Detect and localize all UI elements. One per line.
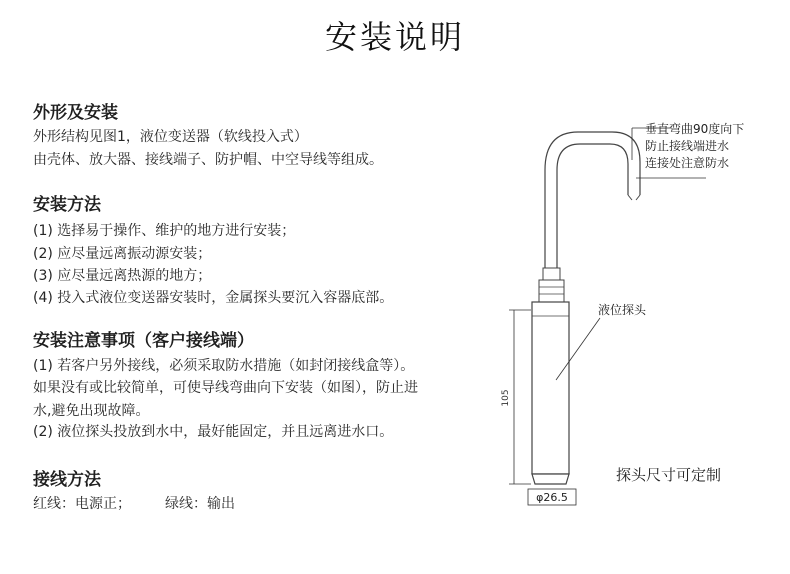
install-step-4: (4) 投入式液位变送器安装时，金属探头要沉入容器底部。 <box>33 290 394 306</box>
note-bend-down: 垂直弯曲90度向下 <box>645 122 745 136</box>
appearance-line-1: 外形结构见图1，液位变送器（软线投入式） <box>33 129 308 145</box>
probe-tip <box>532 474 569 484</box>
wiring-green: 绿线：输出 <box>165 496 235 512</box>
note-prevent-water: 防止接线端进水 <box>645 139 730 153</box>
section-heading-install-method: 安装方法 <box>33 195 101 215</box>
appearance-line-2: 由壳体、放大器、接线端子、防护帽、中空导线等组成。 <box>33 152 383 168</box>
install-step-2: (2) 应尽量远离振动源安装； <box>33 246 212 262</box>
probe-label: 液位探头 <box>598 303 647 317</box>
probe-cap <box>543 268 560 280</box>
install-step-3: (3) 应尽量远离热源的地方； <box>33 268 212 284</box>
probe-body <box>532 302 569 474</box>
section-heading-precautions: 安装注意事项（客户接线端） <box>33 331 254 351</box>
install-step-1: (1) 选择易于操作、维护的地方进行安装； <box>33 223 296 239</box>
cable <box>545 132 640 270</box>
probe-neck <box>539 280 564 302</box>
page-title: 安装说明 <box>324 18 465 56</box>
wiring-red: 红线：电源正； <box>33 496 131 512</box>
length-dim-label: 105 <box>501 389 511 407</box>
cable-end <box>628 195 640 200</box>
precaution-line-3: 水,避免出现故障。 <box>33 403 150 419</box>
section-heading-appearance: 外形及安装 <box>33 103 118 123</box>
precaution-line-4: (2) 液位探头投放到水中，最好能固定，并且远离进水口。 <box>33 424 394 440</box>
diameter-dim-label: φ26.5 <box>536 491 568 504</box>
precaution-line-1: (1) 若客户另外接线，必须采取防水措施（如封闭接线盒等）。 <box>33 358 415 374</box>
precaution-line-2: 如果没有或比较简单，可使导线弯曲向下安装（如图），防止进 <box>33 380 418 396</box>
note-waterproof-joint: 连接处注意防水 <box>645 156 730 170</box>
length-dimension <box>509 310 531 484</box>
diagram-caption: 探头尺寸可定制 <box>616 466 722 484</box>
wiring-info <box>33 493 235 513</box>
section-heading-wiring: 接线方法 <box>33 470 101 490</box>
